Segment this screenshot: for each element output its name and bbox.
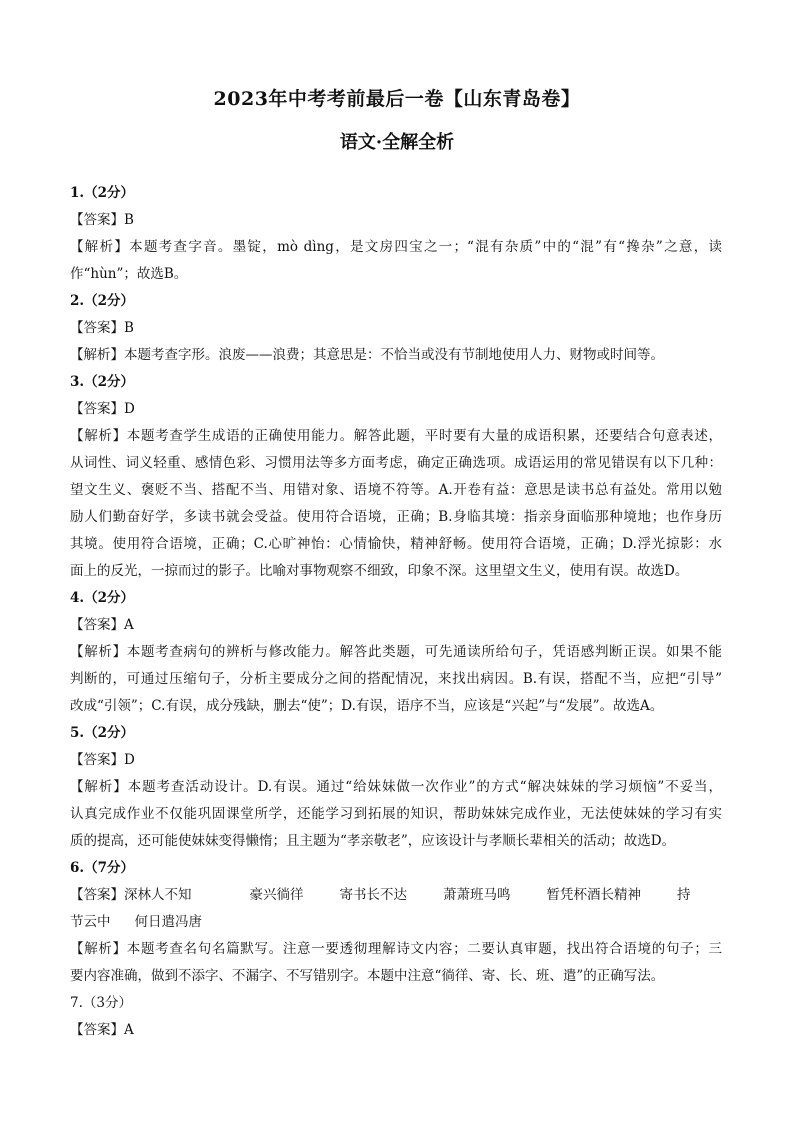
fill-answer: 暂凭杯酒长精神 [546, 887, 641, 903]
analysis-line: 改成“引领”；C.有误，成分残缺，删去“使”；D.有误，语序不当，应该是“兴起”与“发展”。故选A。 [70, 698, 664, 714]
fill-answer: 深林人不知 [124, 887, 192, 903]
answer-value: D [124, 401, 135, 417]
analysis-line: 【解析】本题考查字音。墨锭，mò dìng，是文房四宝之一；“混有杂质”中的“混”有“搀杂”之意，读 [70, 239, 722, 255]
answer-line [70, 207, 722, 234]
answer-line [70, 882, 722, 909]
answer-line [70, 612, 722, 639]
page-subtitle: 语文·全解全析 [339, 132, 455, 153]
answer-line [70, 396, 722, 423]
question-number: 4.（2分） [70, 590, 134, 606]
analysis-line: 判断的，可通过压缩句子，分析主要成分之间的搭配情况，来找出病因。B.有误，搭配不当，应把“引导” [70, 671, 722, 687]
analysis-line: 面上的反光，一掠而过的影子。比喻对事物观察不细致，印象不深。这里望文生义，使用有误。故选D。 [70, 563, 689, 579]
answer-label: 【答案】 [70, 212, 124, 228]
fill-answer: 寄书长不达 [339, 887, 407, 903]
fill-answer: 豪兴徜徉 [249, 887, 304, 903]
question-number: 3.（2分） [70, 374, 134, 390]
answer-value: B [124, 320, 134, 336]
analysis-line: 【解析】本题考查名句名篇默写。注意一要透彻理解诗文内容；二要认真审题，找出符合语境的句子；三 [70, 941, 723, 957]
answer-value: A [124, 1022, 134, 1038]
answer-line [70, 747, 722, 774]
analysis-line: 【解析】本题考查病句的辨析与修改能力。解答此类题，可先通读所给句子，凭语感判断正误。如果不能 [70, 644, 723, 660]
answer-label: 【答案】 [70, 320, 124, 336]
analysis-line: 【解析】本题考查学生成语的正确使用能力。解答此题，平时要有大量的成语积累，还要结合句意表述， [70, 428, 723, 444]
answer-label: 【答案】 [70, 617, 124, 633]
answer-line [70, 1017, 722, 1044]
answer-content [70, 180, 722, 1044]
answer-line [70, 315, 722, 342]
analysis-line: 质的提高，还可能使妹妹变得懒惰；且主题为“孝亲敬老”，应该设计与孝顺长辈相关的活动；故选D。 [70, 833, 676, 849]
analysis-line: 【解析】本题考查字形。浪废——浪费；其意思是：不恰当或没有节制地使用人力、财物或时间等。 [70, 347, 664, 363]
fill-answer: 节云中 [70, 914, 111, 930]
analysis-line: 励人们勤奋好学，多读书就会受益。使用符合语境，正确；B.身临其境：指亲身面临那种境地；也作身历 [70, 509, 722, 525]
answer-label: 【答案】 [70, 752, 124, 768]
answer-label: 【答案】 [70, 1022, 124, 1038]
question-number: 6.（7分） [70, 860, 134, 876]
analysis-label: 【解析】 [70, 239, 130, 255]
analysis-label: 【解析】 [70, 779, 128, 795]
page-title: 2023年中考考前最后一卷【山东青岛卷】 [213, 88, 581, 110]
answer-value: D [124, 752, 135, 768]
answer-label: 【答案】 [70, 401, 124, 417]
analysis-line: 望文生义、褒贬不当、搭配不当、用错对象、语境不符等。A.开卷有益：意思是读书总有益处。常用以勉 [70, 482, 722, 498]
analysis-label: 【解析】 [70, 941, 127, 957]
analysis-line: 认真完成作业不仅能巩固课堂所学，还能学习到拓展的知识，帮助妹妹完成作业，无法使妹妹的学习有实 [70, 806, 722, 822]
fill-answer: 持 [677, 887, 691, 903]
analysis-line: 从词性、词义轻重、感情色彩、习惯用法等多方面考虑，确定正确选项。成语运用的常见错误有以下几种： [70, 455, 722, 471]
answer-label: 【答案】 [70, 887, 124, 903]
question-number: 2.（2分） [70, 293, 134, 309]
analysis-line: 要内容准确，做到不添字、不漏字、不写错别字。本题中注意“徜徉、寄、长、班、遣”的正确写法。 [70, 968, 665, 984]
analysis-line: 作“hùn”；故选B。 [70, 266, 188, 282]
analysis-label: 【解析】 [70, 347, 124, 363]
analysis-line: 【解析】本题考查活动设计。D.有误。通过“给妹妹做一次作业”的方式“解决妹妹的学习烦恼”不妥当， [70, 779, 722, 795]
question-number: 5.（2分） [70, 725, 134, 741]
fill-answer: 萧萧班马鸣 [443, 887, 511, 903]
analysis-label: 【解析】 [70, 428, 127, 444]
question-number: 1.（2分） [70, 185, 134, 201]
answer-value: B [124, 212, 134, 228]
question-number: 7.（3分） [70, 995, 132, 1011]
answer-line [70, 909, 722, 936]
answer-value: A [124, 617, 134, 633]
fill-answer: 何日遣冯唐 [134, 914, 202, 930]
analysis-label: 【解析】 [70, 644, 127, 660]
analysis-line: 其境。使用符合语境，正确；C.心旷神怡：心情愉快，精神舒畅。使用符合语境，正确；D.浮光掠影：水 [70, 536, 722, 552]
